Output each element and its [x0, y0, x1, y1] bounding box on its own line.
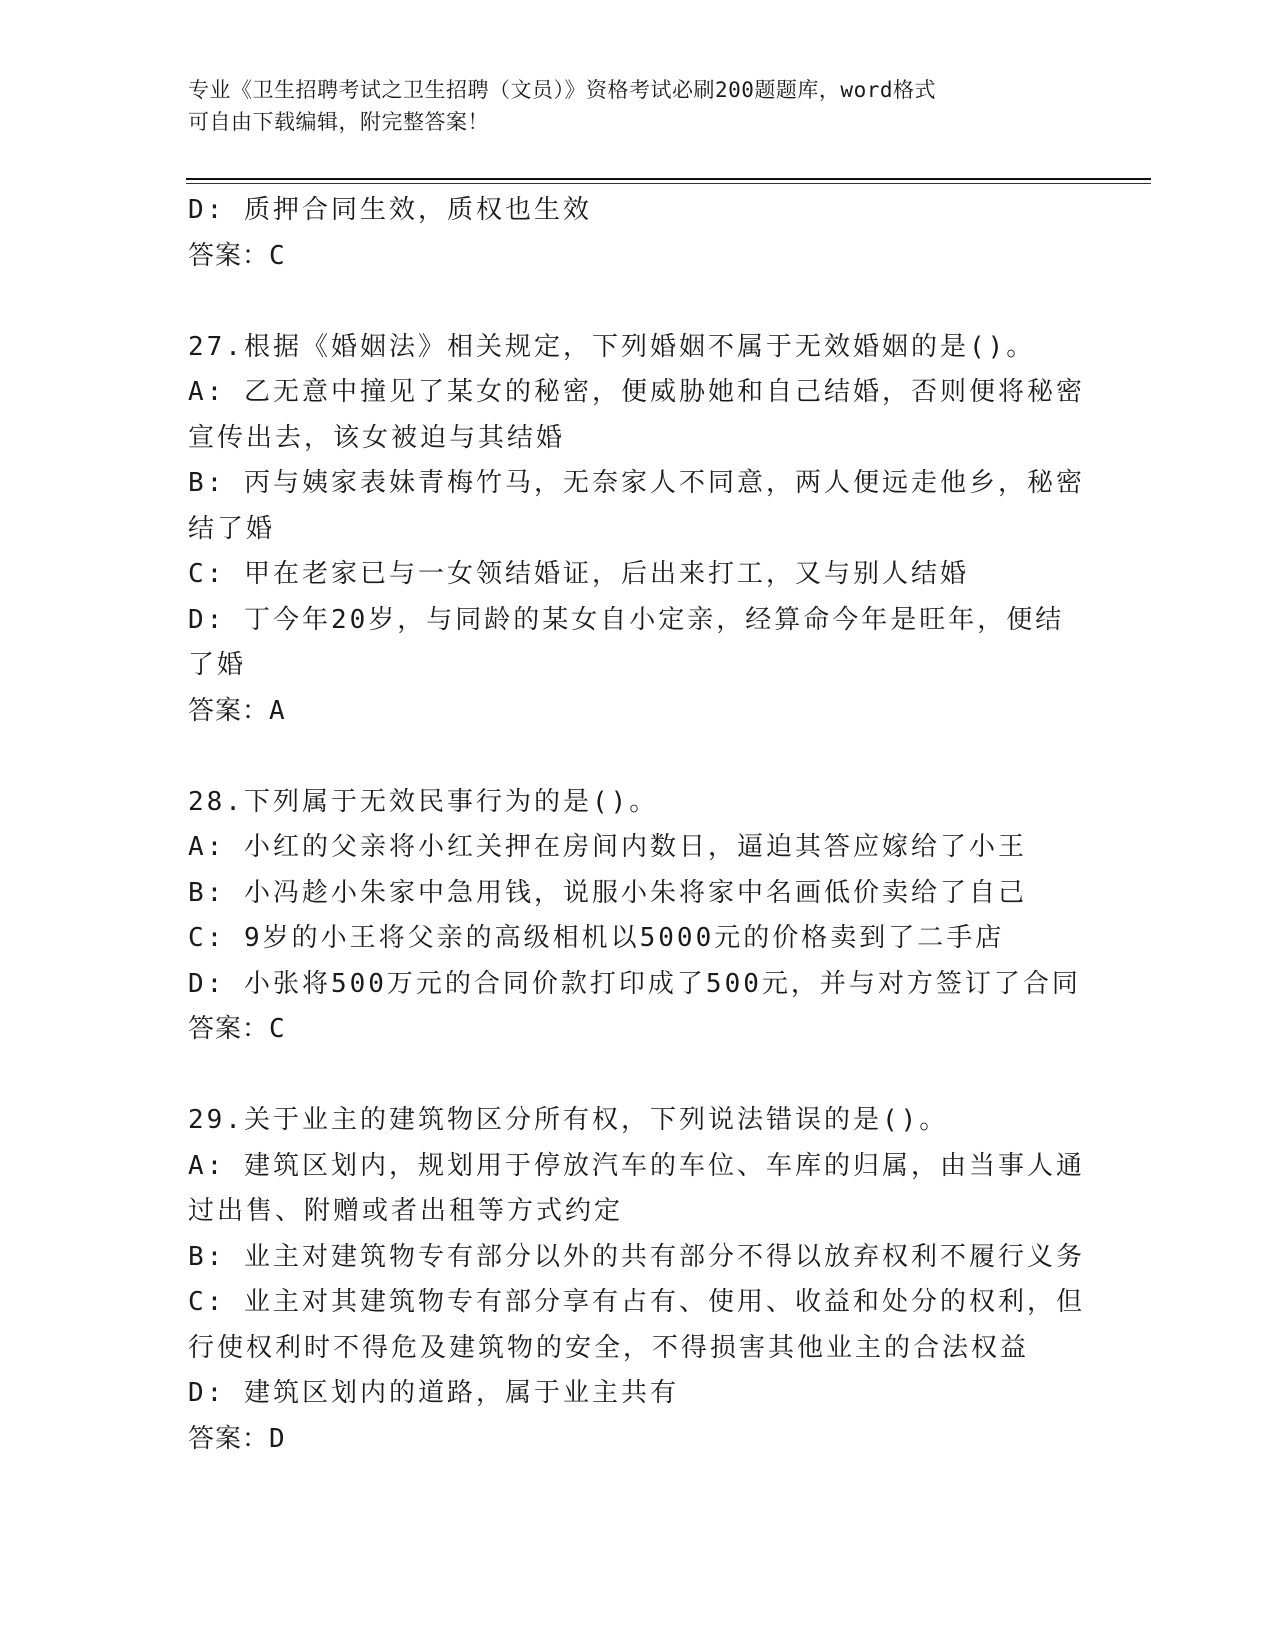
option-a-line-1: A: 建筑区划内，规划用于停放汽车的车位、车库的归属，由当事人通 — [188, 1150, 1085, 1181]
header-line-2: 可自由下载编辑，附完整答案！ — [188, 110, 489, 134]
option-c: C: 甲在老家已与一女领结婚证，后出来打工，又与别人结婚 — [188, 559, 969, 589]
option-a-line-1: A: 乙无意中撞见了某女的秘密，便威胁她和自己结婚，否则便将秘密 — [188, 377, 1085, 407]
answer: 答案：A — [188, 695, 286, 726]
spacer — [188, 1053, 1088, 1099]
document-header — [188, 74, 1068, 138]
option-b-line-1: B: 丙与姨家表妹青梅竹马，无奈家人不同意，两人便远走他乡，秘密 — [188, 468, 1085, 498]
question-28 — [188, 780, 1088, 1053]
option-c: C: 9岁的小王将父亲的高级相机以5000元的价格卖到了二手店 — [188, 923, 1005, 953]
option-d: D: 建筑区划内的道路，属于业主共有 — [188, 1378, 679, 1408]
option-b: B: 小冯趁小朱家中急用钱，说服小朱将家中名画低价卖给了自己 — [188, 877, 1027, 908]
option-c-line-1: C: 业主对其建筑物专有部分享有占有、使用、收益和处分的权利，但 — [188, 1287, 1085, 1317]
prev-question-tail — [188, 188, 1088, 279]
question-27 — [188, 325, 1088, 735]
question-stem: 28.下列属于无效民事行为的是()。 — [188, 786, 659, 817]
option-d-line-2: 了婚 — [188, 650, 247, 680]
option-d-line-1: D: 丁今年20岁，与同龄的某女自小定亲，经算命今年是旺年，便结 — [188, 604, 1065, 635]
option-a-line-2: 过出售、附赠或者出租等方式约定 — [188, 1196, 624, 1226]
option-c-line-2: 行使权利时不得危及建筑物的安全，不得损害其他业主的合法权益 — [188, 1332, 1030, 1363]
option-a-line-2: 宣传出去，该女被迫与其结婚 — [188, 422, 566, 453]
question-stem: 29.关于业主的建筑物区分所有权，下列说法错误的是()。 — [188, 1105, 949, 1135]
spacer — [188, 734, 1088, 780]
question-stem: 27.根据《婚姻法》相关规定，下列婚姻不属于无效婚姻的是()。 — [188, 331, 1036, 362]
header-divider-thick — [186, 178, 1151, 180]
option-b: B: 业主对建筑物专有部分以外的共有部分不得以放弃权利不履行义务 — [188, 1241, 1085, 1272]
option-b-line-2: 结了婚 — [188, 513, 276, 544]
option-d: D: 小张将500万元的合同价款打印成了500元，并与对方签订了合同 — [188, 968, 1081, 999]
option-d: D: 质押合同生效，质权也生效 — [188, 195, 592, 225]
answer: 答案：C — [188, 240, 286, 271]
question-content — [188, 188, 1088, 1462]
header-line-1: 专业《卫生招聘考试之卫生招聘（文员）》资格考试必刷200题题库，word格式 — [188, 78, 936, 102]
question-29 — [188, 1098, 1088, 1462]
answer: 答案：D — [188, 1423, 286, 1454]
header-divider-thin — [186, 183, 1151, 184]
answer: 答案：C — [188, 1014, 286, 1044]
spacer — [188, 279, 1088, 325]
option-a: A: 小红的父亲将小红关押在房间内数日，逼迫其答应嫁给了小王 — [188, 832, 1027, 862]
